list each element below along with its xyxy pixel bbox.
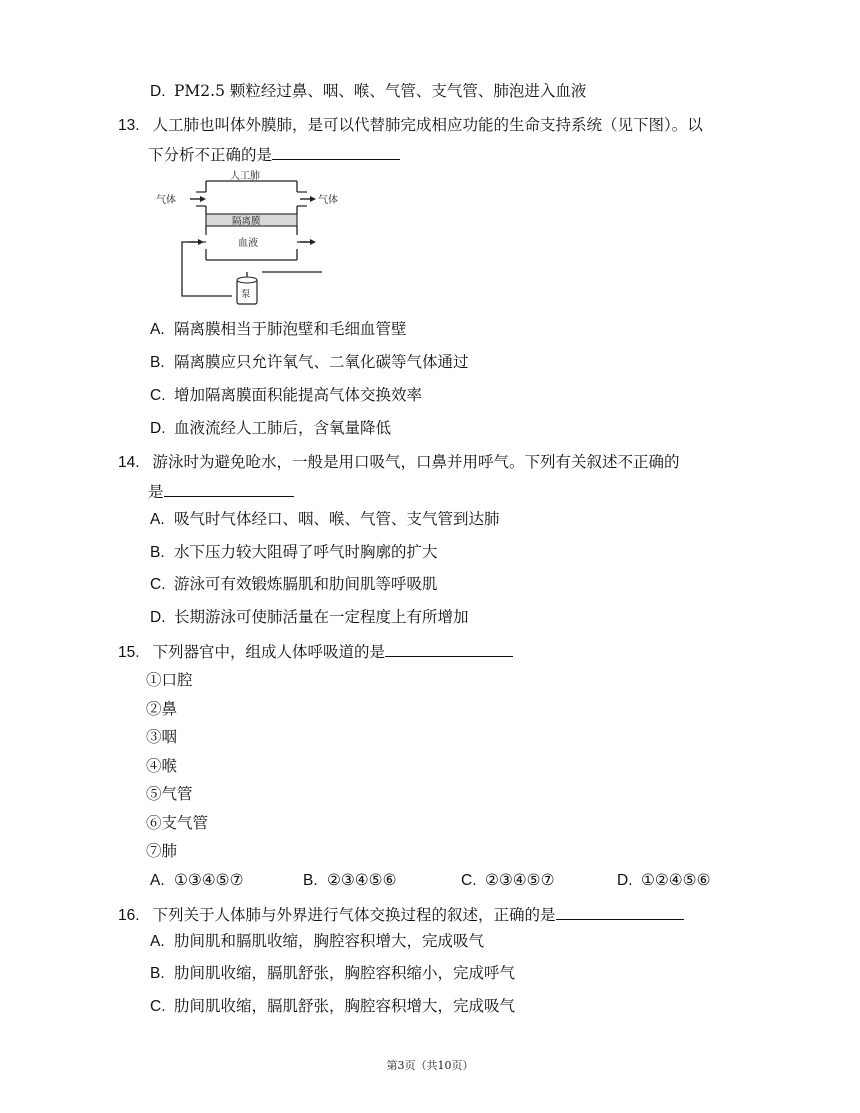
q15-option-b [303,869,396,892]
q12-option-d [150,80,586,103]
q14-option-d [150,606,469,629]
q15-option-a [150,869,243,892]
q15-item: ②鼻 [146,700,178,718]
q13-option-d [150,417,391,440]
option-text: 肋间肌收缩，膈肌舒张，胸腔容积缩小，完成呼气 [174,964,516,982]
q15-item: ④喉 [146,757,178,775]
option-letter: C. [461,872,477,889]
diagram-label-membrane: 隔离膜 [232,216,261,227]
q16-option-b [150,962,515,985]
option-letter: B. [150,544,165,561]
option-letter: A. [150,511,165,528]
question-stem: 是 [148,483,164,501]
diagram-label-blood: 血液 [238,238,258,249]
diagram-label-gas-in: 气体 [156,195,176,206]
option-text: 吸气时气体经口、咽、喉、气管、支气管到达肺 [174,510,500,528]
q14-stem-line1 [118,451,680,474]
q13-option-a [150,318,407,341]
question-stem: 人工肺也叫体外膜肺，是可以代替肺完成相应功能的生命支持系统（见下图）。以 [152,116,703,134]
answer-blank [272,143,400,160]
q13-stem-line1 [118,114,703,137]
option-letter: A. [150,933,165,950]
option-text: ②③④⑤⑥ [327,871,397,889]
q16-option-c [150,995,515,1018]
q13-option-c [150,384,422,407]
q15-stem [118,640,513,664]
option-text: 增加隔离膜面积能提高气体交换效率 [174,386,423,404]
question-number: 14. [118,454,140,471]
option-text: 长期游泳可使肺活量在一定程度上有所增加 [174,608,469,626]
q13-option-b [150,351,469,374]
artificial-lung-diagram [152,168,338,308]
q13-stem-line2 [148,143,400,166]
option-text: 肋间肌和膈肌收缩，胸腔容积增大，完成吸气 [174,932,485,950]
option-text: 血液流经人工肺后，含氧量降低 [174,419,392,437]
diagram-label-pump: 泵 [241,289,251,300]
option-text: ①③④⑤⑦ [174,871,244,889]
q16-option-a [150,930,484,953]
option-letter: D. [150,420,166,437]
q15-option-c [461,869,554,892]
option-letter: C. [150,387,166,404]
question-stem: 下列器官中，组成人体呼吸道的是 [152,643,386,661]
option-text: 隔离膜应只允许氧气、二氧化碳等气体通过 [174,353,469,371]
q14-option-c [150,573,438,596]
option-letter: D. [617,872,633,889]
option-text: 游泳可有效锻炼膈肌和肋间肌等呼吸肌 [174,575,438,593]
q15-option-d [617,869,710,892]
q14-stem-line2 [148,480,294,503]
option-letter: B. [150,965,165,982]
option-letter: B. [150,354,165,371]
diagram-label-gas-out: 气体 [318,195,338,206]
diagram-label-top: 人工肺 [230,171,260,182]
option-letter: C. [150,998,166,1015]
q14-option-b [150,541,438,564]
option-text: 隔离膜相当于肺泡壁和毛细血管壁 [174,320,407,338]
question-number: 16. [118,907,140,924]
option-letter: A. [150,321,165,338]
option-letter: D. [150,83,166,100]
option-text: 水下压力较大阻碍了呼气时胸廓的扩大 [174,543,438,561]
question-number: 13. [118,117,140,134]
option-letter: A. [150,872,165,889]
question-stem: 下列关于人体肺与外界进行气体交换过程的叙述，正确的是 [152,906,556,924]
answer-blank [164,480,294,497]
option-letter: C. [150,576,166,593]
answer-blank [556,903,684,920]
q15-item: ⑦肺 [146,842,178,860]
q15-item: ⑥支气管 [146,814,209,832]
q15-item: ⑤气管 [146,785,193,803]
option-text: PM2.5 颗粒经过鼻、咽、喉、气管、支气管、肺泡进入血液 [174,82,587,100]
question-stem: 游泳时为避免呛水，一般是用口吸气，口鼻并用呼气。下列有关叙述不正确的 [152,453,680,471]
q14-option-a [150,508,500,531]
page-footer: 第3页（共10页） [386,1059,474,1072]
option-letter: D. [150,609,166,626]
q16-stem [118,903,684,927]
question-stem: 下分析不正确的是 [148,146,273,164]
option-text: ①②④⑤⑥ [641,871,711,889]
option-letter: B. [303,872,318,889]
q15-item: ①口腔 [146,671,193,689]
option-text: 肋间肌收缩，膈肌舒张，胸腔容积增大，完成吸气 [174,997,516,1015]
q15-item: ③咽 [146,728,178,746]
option-text: ②③④⑤⑦ [485,871,555,889]
question-number: 15. [118,644,140,661]
answer-blank [385,640,513,657]
